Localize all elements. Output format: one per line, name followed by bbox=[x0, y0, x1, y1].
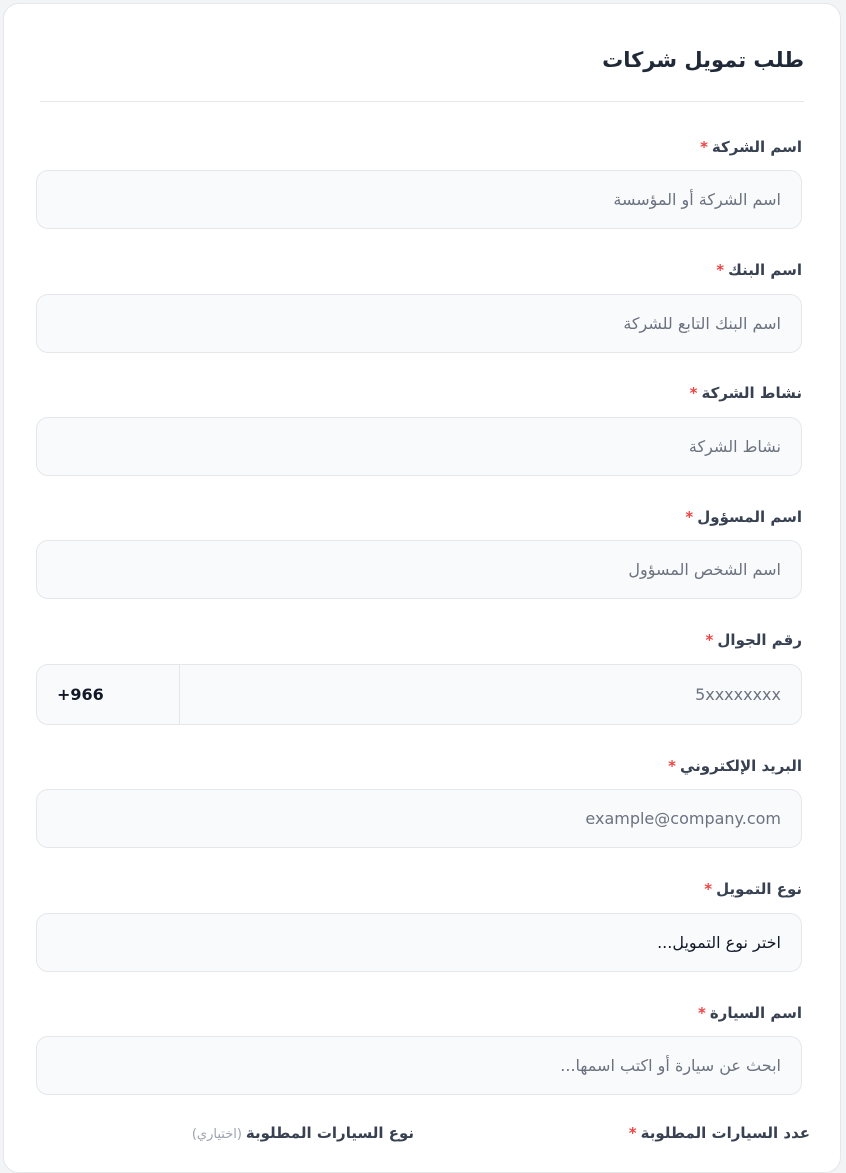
bank-name-placeholder: اسم البنك التابع للشركة bbox=[623, 314, 781, 333]
car-name-placeholder: ابحث عن سيارة أو اكتب اسمها... bbox=[560, 1056, 781, 1075]
car-name-label bbox=[36, 1002, 802, 1024]
company-name-field bbox=[36, 136, 802, 209]
mobile-placeholder: 5xxxxxxxx bbox=[695, 685, 781, 704]
country-code-select[interactable] bbox=[36, 664, 180, 725]
responsible-name-field bbox=[36, 506, 802, 579]
required-mark: * bbox=[628, 1124, 637, 1142]
company-name-label-text: اسم الشركة bbox=[711, 138, 802, 156]
required-mark: * bbox=[700, 138, 708, 156]
mobile-number-input[interactable] bbox=[178, 664, 802, 725]
required-mark: * bbox=[704, 880, 713, 898]
required-mark: * bbox=[697, 1004, 706, 1022]
company-activity-placeholder: نشاط الشركة bbox=[688, 437, 781, 456]
bank-name-input[interactable] bbox=[36, 294, 802, 353]
required-mark: * bbox=[685, 508, 694, 526]
optional-note: (اختياري) bbox=[191, 1127, 242, 1142]
financing-type-placeholder: اختر نوع التمويل... bbox=[657, 933, 781, 952]
financing-type-field bbox=[36, 878, 802, 952]
required-mark: * bbox=[689, 384, 698, 402]
responsible-name-placeholder: اسم الشخص المسؤول bbox=[628, 560, 781, 579]
financing-type-label-text: نوع التمويل bbox=[716, 880, 802, 898]
email-input[interactable] bbox=[36, 789, 802, 848]
required-mark: * bbox=[716, 261, 725, 279]
email-placeholder: example@company.com bbox=[585, 809, 781, 828]
bank-name-field bbox=[36, 259, 802, 333]
responsible-name-label-text: اسم المسؤول bbox=[697, 508, 802, 526]
mobile-field bbox=[36, 629, 802, 704]
cars-count-label bbox=[629, 1124, 810, 1142]
email-label-text: البريد الإلكتروني bbox=[680, 757, 802, 775]
form-title: طلب تمويل شركات bbox=[602, 48, 804, 72]
company-activity-input[interactable] bbox=[36, 417, 802, 476]
company-name-label bbox=[36, 136, 802, 158]
required-mark: * bbox=[668, 757, 676, 775]
car-name-field bbox=[36, 1002, 802, 1075]
company-activity-label bbox=[36, 382, 802, 404]
email-label bbox=[36, 755, 802, 777]
cars-type-label-text: نوع السيارات المطلوبة bbox=[245, 1124, 414, 1142]
cars-type-label bbox=[192, 1124, 414, 1142]
title-divider bbox=[40, 101, 804, 102]
responsible-name-label bbox=[36, 506, 802, 528]
country-code-value: +966 bbox=[57, 685, 104, 704]
financing-type-label bbox=[36, 878, 802, 900]
bank-name-label bbox=[36, 259, 802, 281]
required-mark: * bbox=[705, 631, 714, 649]
cars-count-label-text: عدد السيارات المطلوبة bbox=[640, 1124, 810, 1142]
email-field bbox=[36, 755, 802, 828]
car-name-search-input[interactable] bbox=[36, 1036, 802, 1095]
bottom-fields-row bbox=[0, 1124, 846, 1148]
financing-type-select[interactable] bbox=[36, 913, 802, 972]
mobile-label-text: رقم الجوال bbox=[717, 631, 802, 649]
company-name-input[interactable] bbox=[36, 170, 802, 229]
company-name-placeholder: اسم الشركة أو المؤسسة bbox=[613, 190, 781, 209]
responsible-name-input[interactable] bbox=[36, 540, 802, 599]
car-name-label-text: اسم السيارة bbox=[709, 1004, 802, 1022]
company-activity-field bbox=[36, 382, 802, 456]
company-activity-label-text: نشاط الشركة bbox=[701, 384, 802, 402]
bank-name-label-text: اسم البنك bbox=[728, 261, 802, 279]
mobile-label bbox=[36, 629, 802, 651]
